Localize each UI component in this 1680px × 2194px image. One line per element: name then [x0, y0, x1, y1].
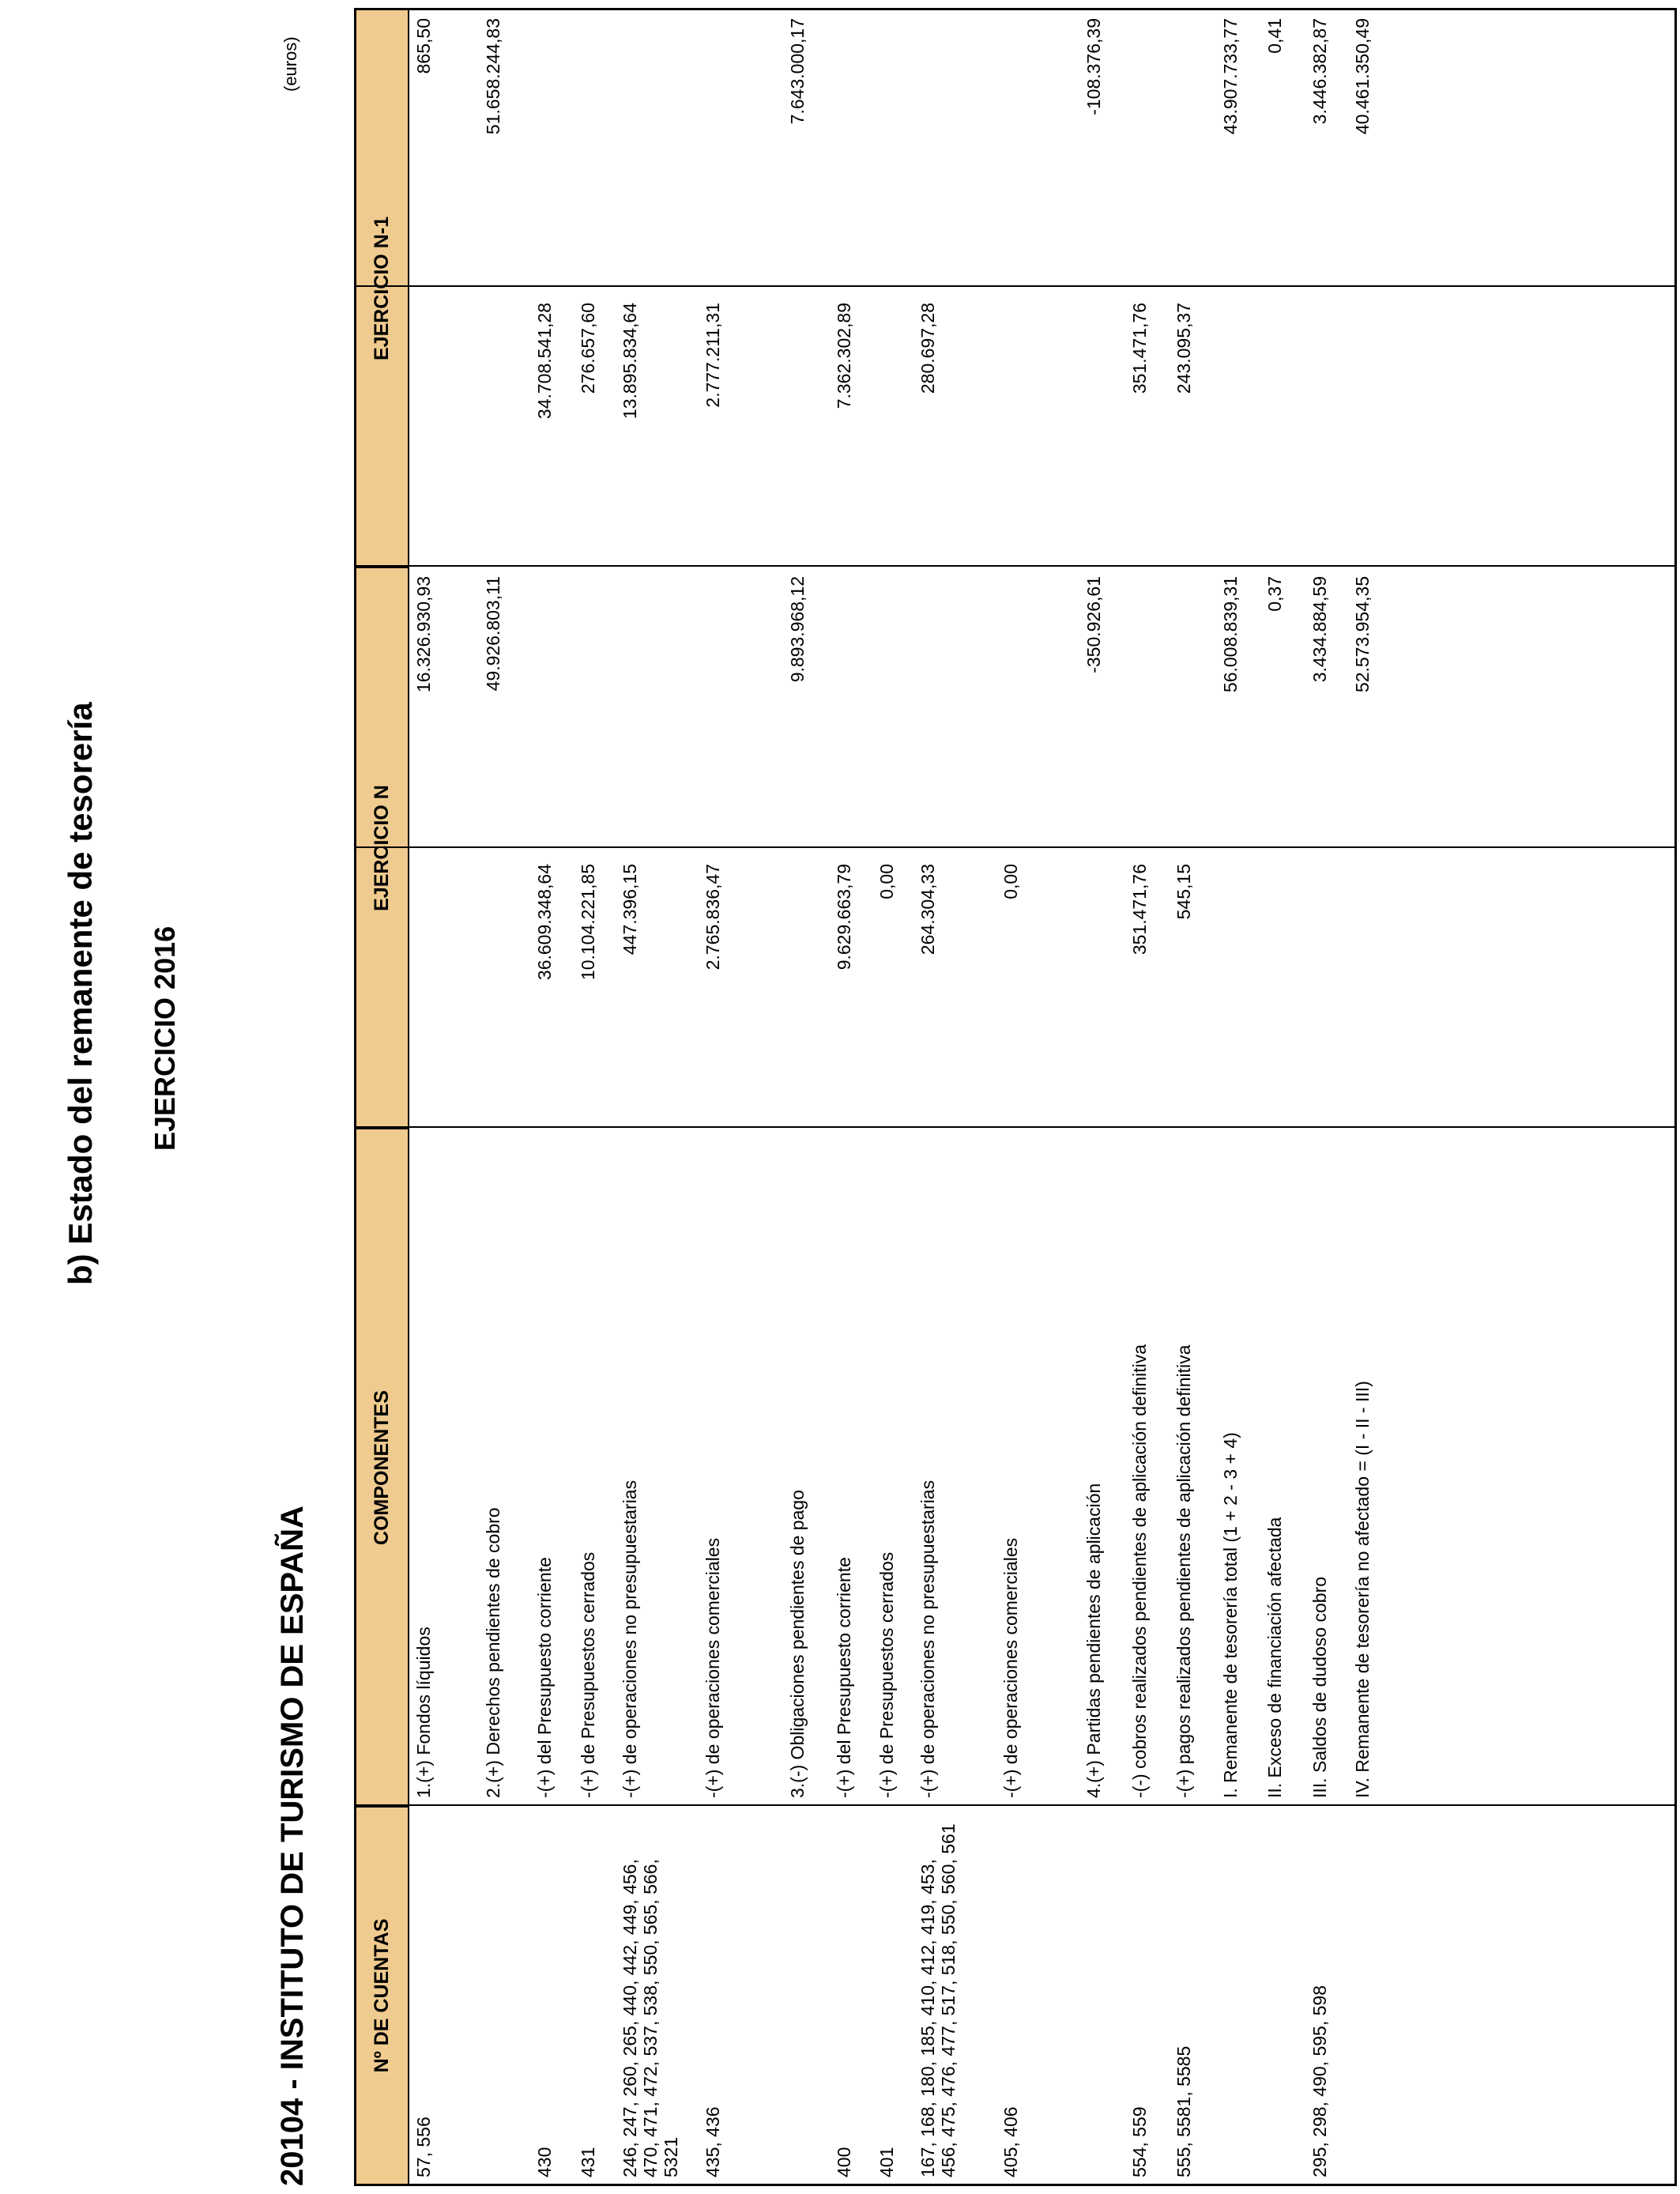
row-n1-detail: 280.697,28 — [917, 303, 938, 394]
col-divider-3 — [356, 565, 1674, 567]
row-n-total: 16.326.930,93 — [413, 576, 434, 693]
row-n-detail: 264.304,33 — [917, 864, 938, 956]
row-n1-total: 51.658.244,83 — [483, 18, 503, 135]
row-n-detail: 351.471,76 — [1129, 864, 1150, 956]
header-cuentas: Nº DE CUENTAS — [356, 1806, 408, 2184]
row-n1-detail: 243.095,37 — [1173, 303, 1194, 394]
row-componente: IV. Remanente de tesorería no afectado = (I - II - III) — [1352, 1381, 1373, 1798]
subcol-divider-n-inner — [356, 846, 1674, 848]
row-n-total: 0,37 — [1264, 576, 1285, 612]
row-componente: 4.(+) Partidas pendientes de aplicación — [1083, 1483, 1104, 1798]
row-n-detail: 36.609.348,64 — [534, 864, 555, 981]
row-cuentas: 554, 559 — [1129, 2106, 1150, 2177]
row-componente: -(+) de Presupuestos cerrados — [578, 1551, 598, 1798]
row-componente: -(-) cobros realizados pendientes de aplicación definitiva — [1129, 1344, 1150, 1798]
row-componente: II. Exceso de financiación afectada — [1264, 1517, 1285, 1798]
row-n1-detail: 7.362.302,89 — [834, 303, 854, 409]
row-n1-total: 865,50 — [413, 18, 434, 74]
row-cuentas: 405, 406 — [1000, 2106, 1021, 2177]
row-n-detail: 10.104.221,85 — [578, 864, 598, 981]
row-componente: -(+) del Presupuesto corriente — [834, 1557, 854, 1798]
row-cuentas: 246, 247, 260, 265, 440, 442, 449, 456, 470, 471, 472, 537, 538, 550, 565, 566, 5321 — [620, 1859, 681, 2177]
row-componente: 3.(-) Obligaciones pendientes de pago — [787, 1490, 808, 1798]
row-cuentas: 400 — [834, 2147, 854, 2177]
row-cuentas: 430 — [534, 2147, 555, 2177]
row-n1-detail: 2.777.211,31 — [703, 303, 723, 408]
row-cuentas: 57, 556 — [413, 2117, 434, 2177]
row-n1-detail: 34.708.541,28 — [534, 303, 555, 420]
row-n1-total: 3.446.382,87 — [1309, 18, 1330, 125]
row-componente: -(+) de operaciones no presupuestarias — [917, 1480, 938, 1798]
row-n-detail: 0,00 — [876, 864, 897, 899]
row-componente: I. Remanente de tesorería total (1 + 2 - 3 + 4) — [1220, 1432, 1241, 1798]
row-n-total: 3.434.884,59 — [1309, 576, 1330, 683]
row-componente: 1.(+) Fondos líquidos — [413, 1627, 434, 1798]
remanente-table — [354, 8, 1677, 2186]
row-n1-total: 7.643.000,17 — [787, 18, 808, 125]
row-componente: -(+) del Presupuesto corriente — [534, 1557, 555, 1798]
row-cuentas: 295, 298, 490, 595, 598 — [1309, 1985, 1330, 2177]
row-n1-total: 40.461.350,49 — [1352, 18, 1373, 135]
header-componentes: COMPONENTES — [356, 1128, 408, 1806]
row-componente: -(+) de operaciones comerciales — [703, 1537, 723, 1798]
row-n1-total: 0,41 — [1264, 18, 1285, 54]
row-n1-detail: 276.657,60 — [578, 303, 598, 394]
entity-name: 20104 - INSTITUTO DE TURISMO DE ESPAÑA — [275, 1506, 310, 2186]
page-title: b) Estado del remanente de tesorería — [62, 702, 99, 1285]
header-ejercicio-n: EJERCICIO N — [356, 567, 408, 1128]
row-cuentas: 167, 168, 180, 185, 410, 412, 419, 453, 456, 475, 476, 477, 517, 518, 550, 560, 561 — [917, 1823, 959, 2177]
row-n1-total: -108.376,39 — [1083, 18, 1104, 115]
page-subtitle: EJERCICIO 2016 — [149, 925, 181, 1151]
row-n-detail: 0,00 — [1000, 864, 1021, 899]
row-n-detail: 9.629.663,79 — [834, 864, 854, 971]
header-ejercicio-n1: EJERCICIO N-1 — [356, 10, 408, 567]
row-componente: -(+) de Presupuestos cerrados — [876, 1551, 897, 1798]
row-n-total: 52.573.954,35 — [1352, 576, 1373, 693]
row-n1-detail: 13.895.834,64 — [620, 303, 640, 420]
row-n1-detail: 351.471,76 — [1129, 303, 1150, 394]
row-cuentas: 431 — [578, 2147, 598, 2177]
row-componente: 2.(+) Derechos pendientes de cobro — [483, 1507, 503, 1798]
row-componente: -(+) de operaciones no presupuestarias — [620, 1480, 640, 1798]
row-n-detail: 545,15 — [1173, 864, 1194, 920]
row-n-total: -350.926,61 — [1083, 576, 1104, 673]
row-n-total: 9.893.968,12 — [787, 576, 808, 683]
row-n1-total: 43.907.733,77 — [1220, 18, 1241, 135]
row-cuentas: 555, 5581, 5585 — [1173, 2045, 1194, 2177]
col-divider-2 — [356, 1126, 1674, 1128]
row-cuentas: 435, 436 — [703, 2106, 723, 2177]
row-componente: III. Saldos de dudoso cobro — [1309, 1576, 1330, 1798]
row-cuentas: 401 — [876, 2147, 897, 2177]
subcol-divider-n1-inner — [356, 285, 1674, 287]
row-n-total: 49.926.803,11 — [483, 576, 503, 692]
row-n-detail: 447.396,15 — [620, 864, 640, 956]
col-divider-1 — [356, 1804, 1674, 1806]
row-n-total: 56.008.839,31 — [1220, 576, 1241, 693]
row-componente: -(+) pagos realizados pendientes de aplicación definitiva — [1173, 1344, 1194, 1798]
row-componente: -(+) de operaciones comerciales — [1000, 1537, 1021, 1798]
row-n-detail: 2.765.836,47 — [703, 864, 723, 971]
units-label: (euros) — [281, 36, 300, 92]
